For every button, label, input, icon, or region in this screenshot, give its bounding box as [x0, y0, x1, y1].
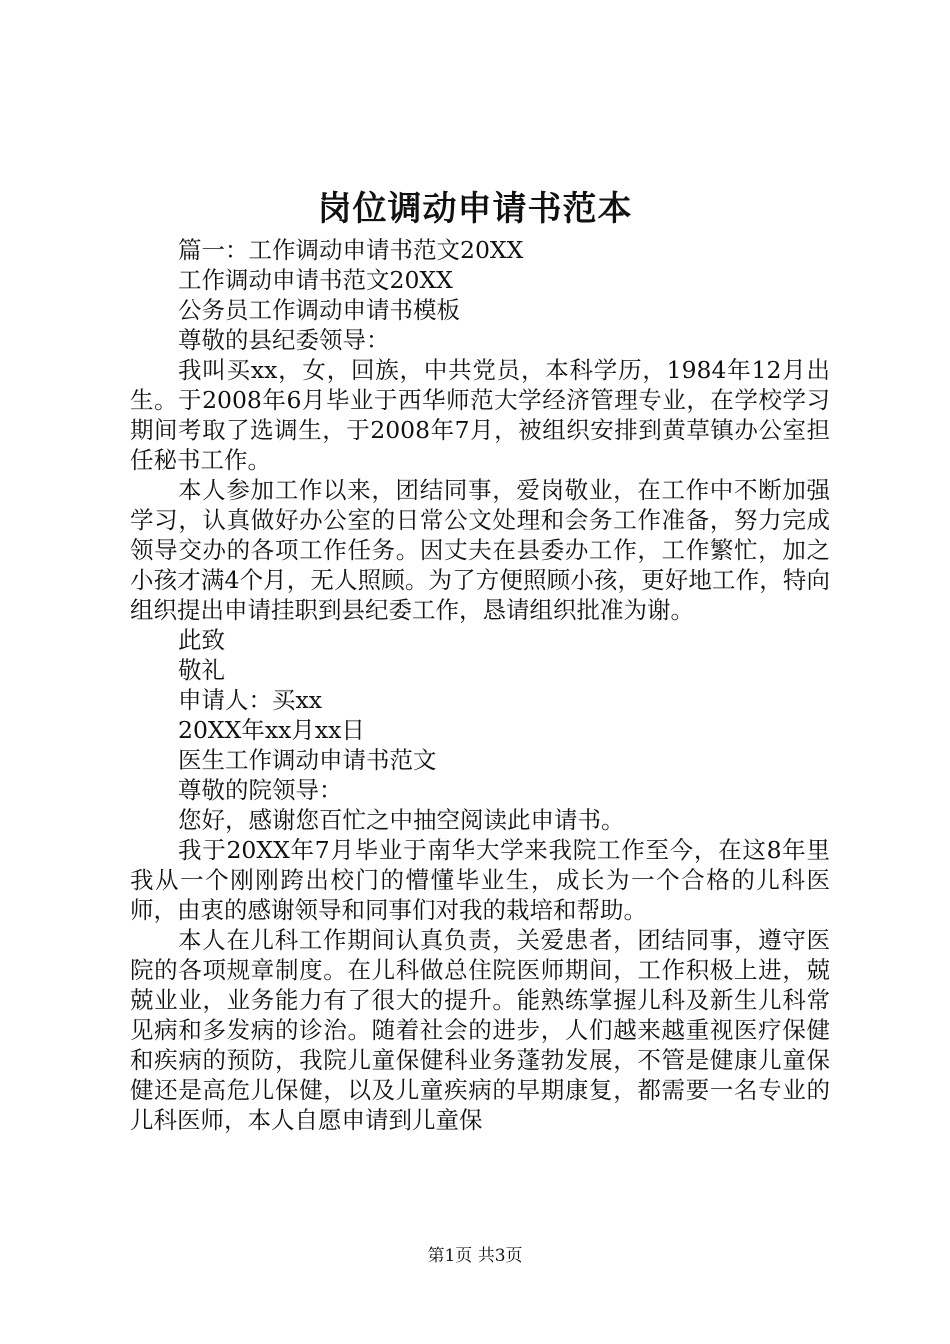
text-line: 公务员工作调动申请书模板 [178, 296, 460, 324]
closing-line: 此致 [178, 626, 225, 654]
date-line: 20XX年xx月xx日 [178, 716, 365, 744]
paragraph: 本人参加工作以来，团结同事，爱岗敬业，在工作中不断加强学习，认真做好办公室的日常公文处理和会务工作准备，努力完成领导交办的各项工作任务。因丈夫在县委办工作，工作繁忙，加之小孩才满4个月，无人照顾。为了方便照顾小孩，更好地工作，特向组织提出申请挂职到县纪委工作，恳请组织批准为谢。 [130, 476, 830, 624]
text-line: 工作调动申请书范文20XX [178, 266, 453, 294]
paragraph: 本人在儿科工作期间认真负责，关爱患者，团结同事，遵守医院的各项规章制度。在儿科做总住院医师期间，工作积极上进，兢兢业业，业务能力有了很大的提升。能熟练掌握儿科及新生儿科常见病和多发病的诊治。随着社会的进步，人们越来越重视医疗保健和疾病的预防，我院儿童保健科业务蓬勃发展，不管是健康儿童保健还是高危儿保健，以及儿童疾病的早期康复，都需要一名专业的儿科医师，本人自愿申请到儿童保 [130, 926, 830, 1134]
salutation: 尊敬的院领导： [178, 776, 343, 804]
applicant-line: 申请人：买xx [178, 686, 323, 714]
document-title: 岗位调动申请书范本 [317, 189, 633, 229]
closing-line: 敬礼 [178, 656, 225, 684]
section-heading: 医生工作调动申请书范文 [178, 746, 437, 774]
document-body [130, 235, 830, 1135]
paragraph: 我于20XX年7月毕业于南华大学来我院工作至今，在这8年里我从一个刚刚跨出校门的懵懂毕业生，成长为一个合格的儿科医师，由衷的感谢领导和同事们对我的栽培和帮助。 [130, 836, 830, 924]
paragraph: 我叫买xx，女，回族，中共党员，本科学历，1984年12月出生。于2008年6月毕业于西华师范大学经济管理专业，在学校学习期间考取了选调生，于2008年7月，被组织安排到黄草镇办公室担任秘书工作。 [130, 356, 830, 474]
text-line: 篇一：工作调动申请书范文20XX [178, 236, 524, 264]
salutation: 尊敬的县纪委领导： [178, 326, 390, 354]
text-line: 您好，感谢您百忙之中抽空阅读此申请书。 [178, 806, 625, 834]
page-number: 第1页 共3页 [427, 1246, 523, 1266]
